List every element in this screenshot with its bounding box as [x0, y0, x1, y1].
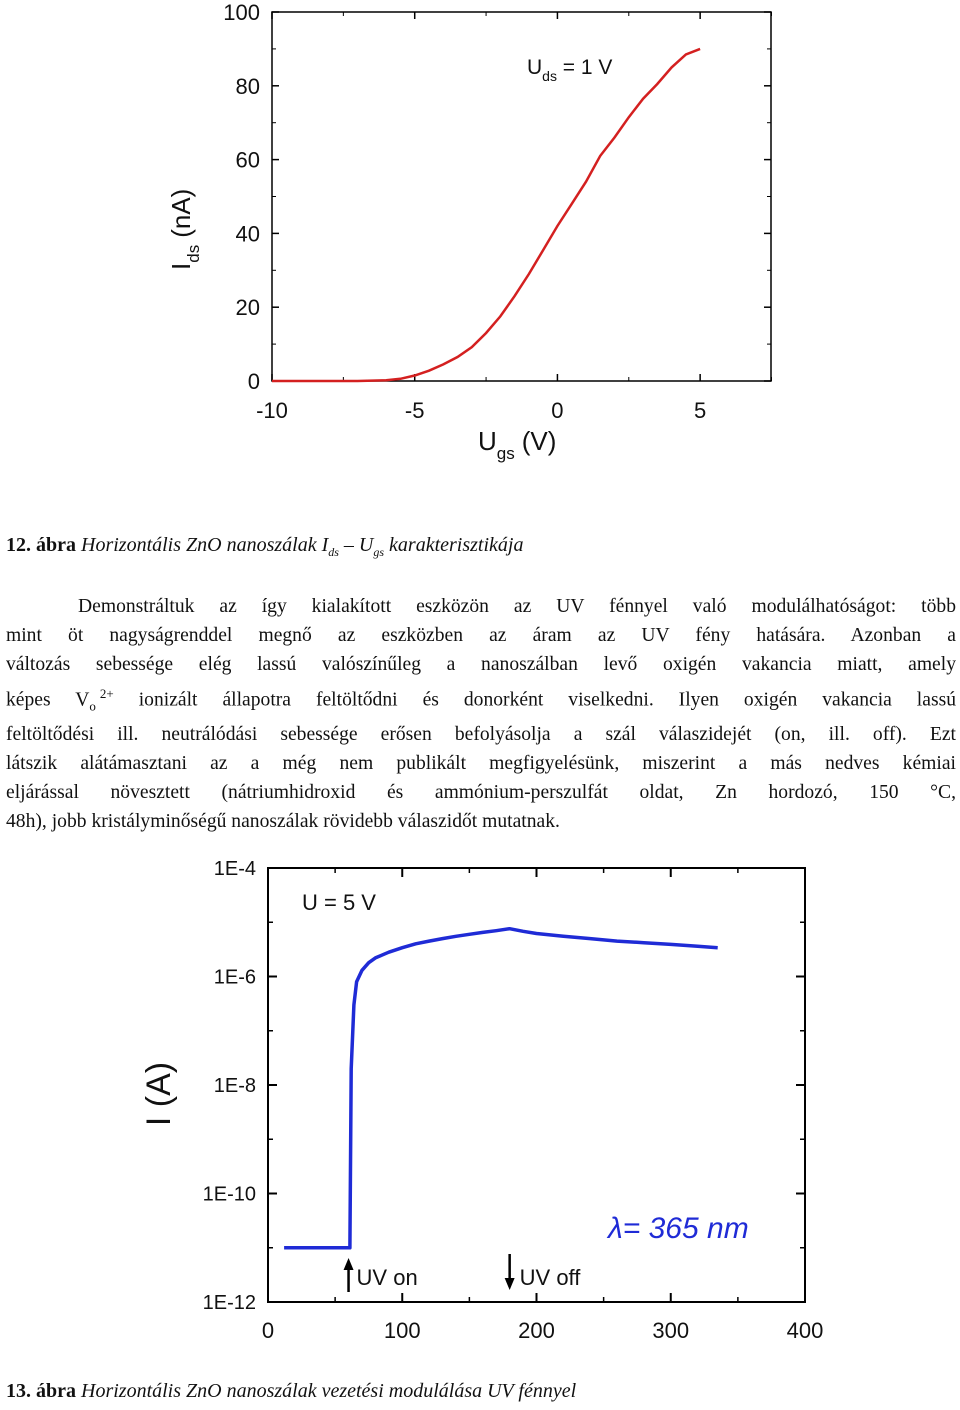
x-tick-label: -10	[256, 398, 288, 423]
figure-13-chart	[0, 840, 960, 1360]
x-tick-label: 100	[383, 1318, 421, 1343]
paragraph-line: eljárással növesztett (nátriumhidroxid és ammónium-perszulfát oldat, Zn hordozó, 150 °C,	[6, 782, 956, 804]
caption-number: 12. ábra	[6, 534, 76, 556]
series-line-ids	[272, 49, 700, 381]
paragraph-line: látszik alátámasztani az a még nem publikált megfigyelésünk, miszerint a más nedves kémiai	[6, 753, 956, 775]
x-tick-label: 0	[551, 398, 564, 423]
paragraph-line: Demonstráltuk az így kialakított eszközön az UV fénnyel való modulálhatóságot: több	[78, 596, 956, 617]
x-axis-label: $U_{gs}$ (V)	[478, 426, 557, 463]
uv-off-label: UV off	[519, 1265, 581, 1290]
plot-frame	[272, 12, 771, 381]
y-tick-label: 1E-4	[213, 858, 256, 880]
x-tick-label: 200	[518, 1318, 555, 1343]
y-tick-label: 20	[235, 295, 260, 321]
series-line-current	[284, 929, 718, 1248]
y-tick-label: 1E-8	[213, 1075, 256, 1097]
y-tick-label: 1E-12	[202, 1292, 256, 1314]
figure-12-chart	[0, 0, 960, 500]
paragraph-line: feltöltődési ill. neutrálódási sebessége erősen befolyásolja a szál válaszidejét (on, ill. off). Ezt	[6, 724, 956, 746]
paragraph-line: 48h), jobb kristályminőségű nanoszálak rövidebb válaszidőt mutatnak.	[6, 811, 560, 833]
paragraph-line: ionizált állapotra feltöltődni és donorként viselkedni. Ilyen oxigén vakancia lassú	[138, 689, 956, 711]
y-tick-label: 100	[223, 0, 260, 25]
figure-12-caption: 12. ábra Horizontális ZnO nanoszálak $I_{ds} - U_{gs}$ karakterisztikája	[6, 534, 524, 559]
x-tick-label: 300	[652, 1318, 690, 1343]
annotation: U = 5 V	[302, 890, 376, 915]
y-tick-label: 0	[247, 369, 260, 394]
y-axis-label: I (A)	[140, 1061, 178, 1127]
caption-text: Horizontális ZnO nanoszálak vezetési modulálása UV fénnyel	[76, 1380, 577, 1402]
series-line	[272, 49, 700, 381]
y-tick-labels	[223, 0, 260, 394]
y-tick-label: 40	[235, 221, 260, 247]
x-tick-label: 5	[694, 398, 707, 423]
uv-markers	[344, 1254, 582, 1292]
series-line	[284, 929, 718, 1248]
x-tick-label: 0	[261, 1318, 275, 1343]
caption-number: 13. ábra	[6, 1380, 76, 1402]
paragraph-line: mint öt nagyságrenddel megnő az eszközben az áram az UV fény hatására. Azonban a	[6, 625, 956, 646]
figure-13-caption	[6, 1380, 576, 1403]
body-paragraph: Demonstráltuk az így kialakított eszközön az UV fénnyel való modulálhatóságot: több mint öt nagyságrenddel megnő az eszközben az áram az UV fény hatására. Azonban a változás sebessége elég lassú valószínűleg a nanoszálban levő oxigén vakancia miatt, amely képes $V_o^{2+}$ ionizált állapotra feltöltődni és donorként viselkedni. Ilyen oxigén vakancia lassú feltöltődési ill. neutrálódási sebessége erősen befolyásolja a szál válaszidejét (on, ill. off). Ezt látszik alátámasztani az a még nem publikált megfigyelésünk, miszerint a más nedves kémiai eljárással növesztett (nátriumhidroxid és ammónium-perszulfát oldat, Zn hordozó, 150 °C, 48h), jobb kristályminőségű nanoszálak rövidebb válaszidőt mutatnak.	[6, 592, 956, 836]
paragraph-line: változás sebessége elég lassú valószínűleg a nanoszálban levő oxigén vakancia miatt, amely	[6, 654, 956, 675]
y-tick-labels	[203, 858, 256, 1314]
x-tick-labels	[256, 398, 706, 423]
uv-off-arrowhead	[505, 1278, 515, 1290]
annotation: $U_{ds} = 1$ V	[527, 56, 613, 84]
x-tick-labels	[262, 1318, 823, 1343]
y-axis-label: $I_{ds}(nA)$	[166, 188, 203, 270]
uv-on-arrowhead	[344, 1258, 354, 1270]
wavelength-label: λ= 365 nm	[608, 1212, 749, 1245]
y-tick-label: 80	[235, 73, 260, 99]
y-tick-label: 60	[235, 147, 260, 173]
uv-on-label: UV on	[356, 1265, 418, 1290]
x-tick-label: -5	[404, 398, 425, 423]
tick-marks	[272, 12, 771, 381]
caption-text: Horizontális ZnO nanoszálak I	[76, 534, 329, 556]
y-tick-label: 1E-6	[213, 966, 256, 989]
y-tick-label: 1E-10	[202, 1183, 256, 1206]
x-tick-label: 400	[786, 1318, 824, 1343]
